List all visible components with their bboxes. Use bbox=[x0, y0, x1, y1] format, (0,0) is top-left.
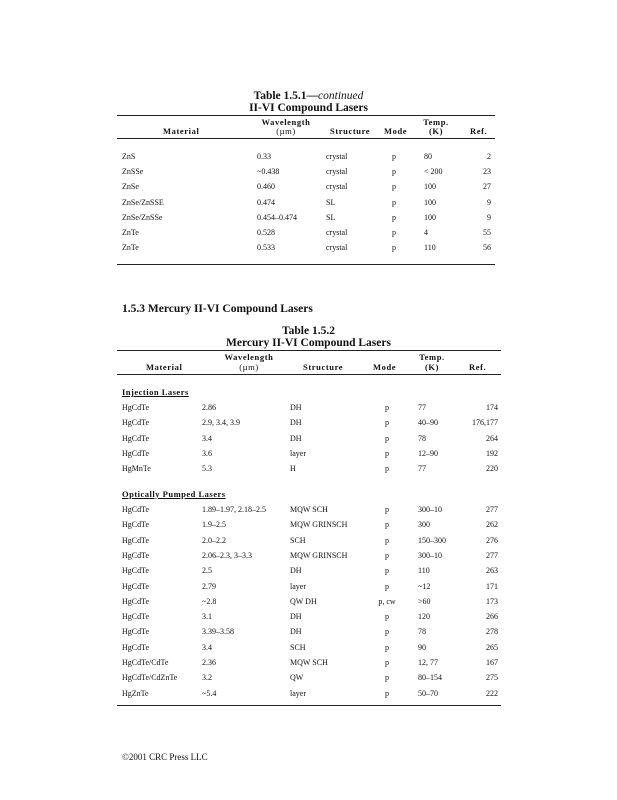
table2-cell-ref: 220 bbox=[486, 464, 498, 474]
table2-cell-structure: layer bbox=[290, 581, 306, 591]
table1-cell-structure: crystal bbox=[326, 152, 348, 161]
table2-cell-mode: p bbox=[385, 688, 389, 698]
table2-cell-mode: p bbox=[385, 658, 389, 667]
table2-cell-wavelength: 2.86 bbox=[202, 403, 216, 412]
table2-cell-material: HgCdTe bbox=[122, 433, 149, 443]
table1-cell-wavelength: 0.528 bbox=[257, 228, 275, 237]
table2-cell-temp: 300–10 bbox=[418, 550, 442, 560]
table1-cell-temp: 100 bbox=[424, 182, 436, 192]
table2-cell-wavelength: 3.4 bbox=[202, 642, 212, 652]
table2-cell-ref: 275 bbox=[486, 673, 498, 683]
table1-header-mode: Mode bbox=[384, 126, 408, 136]
table1-header-material: Material bbox=[163, 126, 200, 136]
table1-cell-structure: crystal bbox=[326, 167, 348, 177]
table2-cell-mode: p bbox=[385, 520, 389, 530]
table2-cell-temp: 50–70 bbox=[418, 688, 438, 698]
table1-header-wavelength: Wavelength bbox=[261, 117, 311, 127]
table2-header-ref: Ref. bbox=[469, 362, 487, 372]
table1-cell-mode: p bbox=[392, 243, 396, 253]
table2-cell-material: HgZnTe bbox=[122, 688, 149, 698]
table1-cell-material: ZnS bbox=[122, 152, 136, 161]
table1-bottom-rule bbox=[117, 264, 495, 265]
table2-cell-temp: 12, 77 bbox=[418, 658, 438, 667]
table2-cell-structure: DH bbox=[290, 566, 302, 576]
table2-cell-wavelength: 3.6 bbox=[202, 448, 212, 458]
table1-cell-structure: crystal bbox=[326, 182, 348, 192]
table1-cell-temp: < 200 bbox=[424, 167, 443, 177]
table2-header-wavelength: Wavelength bbox=[224, 352, 274, 362]
table2-cell-structure: H bbox=[290, 464, 296, 474]
table1-cell-structure: SL bbox=[326, 212, 336, 222]
table1-cell-wavelength: 0.33 bbox=[257, 152, 271, 161]
table2-cell-mode: p bbox=[385, 505, 389, 514]
table2-header-wavelength-unit: (µm) bbox=[239, 362, 259, 372]
table1-header-ref: Ref. bbox=[470, 126, 488, 136]
table2-cell-wavelength: 3.1 bbox=[202, 612, 212, 622]
table1-cell-ref: 27 bbox=[483, 182, 491, 192]
table2-cell-mode: p bbox=[385, 581, 389, 591]
table1-cell-temp: 100 bbox=[424, 212, 436, 222]
table1-cell-structure: crystal bbox=[326, 243, 348, 253]
table2-cell-ref: 171 bbox=[486, 581, 498, 591]
table2-cell-structure: MQW SCH bbox=[290, 505, 328, 514]
table2-cell-mode: p bbox=[385, 566, 389, 576]
table1-cell-temp: 4 bbox=[424, 228, 428, 237]
table2-header-mode: Mode bbox=[373, 362, 397, 372]
table2-header-rule bbox=[117, 374, 501, 375]
table2-cell-mode: p bbox=[385, 464, 389, 474]
table1-cell-material: ZnTe bbox=[122, 228, 139, 237]
table2-cell-ref: 266 bbox=[486, 612, 498, 622]
table1-cell-wavelength: 0.454–0.474 bbox=[257, 212, 297, 222]
table2-cell-structure: DH bbox=[290, 418, 302, 428]
table2-cell-ref: 277 bbox=[486, 505, 498, 514]
table2-cell-wavelength: 3.2 bbox=[202, 673, 212, 683]
table2-cell-wavelength: 3.39–3.58 bbox=[202, 627, 234, 637]
table2-cell-structure: MQW SCH bbox=[290, 658, 328, 667]
table2-cell-wavelength: 1.9–2.5 bbox=[202, 520, 226, 530]
table2-cell-temp: 90 bbox=[418, 642, 426, 652]
table2-cell-ref: 264 bbox=[486, 433, 498, 443]
table1-cell-material: ZnSe/ZnSSe bbox=[122, 212, 163, 222]
table1-header-rule bbox=[117, 138, 495, 139]
table2-cell-ref: 277 bbox=[486, 550, 498, 560]
table2-cell-material: HgCdTe bbox=[122, 642, 149, 652]
table1-subtitle: II-VI Compound Lasers bbox=[249, 102, 368, 114]
table1-cell-mode: p bbox=[392, 228, 396, 237]
table1-title: Table 1.5.1—continued bbox=[253, 90, 364, 102]
table2-cell-mode: p bbox=[385, 673, 389, 683]
table2-cell-temp: 78 bbox=[418, 627, 426, 637]
table2-cell-ref: 222 bbox=[486, 688, 498, 698]
table2-cell-structure: layer bbox=[290, 448, 306, 458]
table2-cell-material: HgCdTe bbox=[122, 550, 149, 560]
table2-cell-mode: p bbox=[385, 448, 389, 458]
table2-cell-temp: 300–10 bbox=[418, 505, 442, 514]
table2-top-rule bbox=[117, 350, 501, 351]
table1-cell-material: ZnSe bbox=[122, 182, 139, 192]
table1-cell-mode: p bbox=[392, 167, 396, 177]
table2-cell-temp: 300 bbox=[418, 520, 430, 530]
table2-cell-temp: 12–90 bbox=[418, 448, 438, 458]
table2-cell-material: HgCdTe bbox=[122, 581, 149, 591]
table2-cell-mode: p bbox=[385, 612, 389, 622]
table1-cell-wavelength: ~0.438 bbox=[257, 167, 280, 177]
table1-cell-ref: 55 bbox=[483, 228, 491, 237]
table2-header-temp-unit: (K) bbox=[424, 362, 440, 372]
table2-cell-ref: 278 bbox=[486, 627, 498, 637]
table2-cell-structure: QW DH bbox=[290, 596, 317, 606]
table2-cell-mode: p bbox=[385, 535, 389, 545]
table2-cell-temp: 40–90 bbox=[418, 418, 438, 428]
table2-cell-mode: p bbox=[385, 642, 389, 652]
table1-header-wavelength-unit: (µm) bbox=[276, 126, 296, 136]
table1-cell-ref: 9 bbox=[487, 212, 491, 222]
group-heading: Optically Pumped Lasers bbox=[122, 489, 226, 499]
table1-top-rule bbox=[117, 115, 495, 116]
table2-title: Table 1.5.2 bbox=[282, 325, 335, 337]
table2-cell-ref: 192 bbox=[486, 448, 498, 458]
table2-cell-structure: QW bbox=[290, 673, 304, 683]
table2-cell-temp: 150–300 bbox=[418, 535, 446, 545]
table1-cell-ref: 23 bbox=[483, 167, 491, 177]
table2-cell-material: HgCdTe/CdTe bbox=[122, 658, 169, 667]
table2-cell-material: HgCdTe bbox=[122, 627, 149, 637]
table2-cell-material: HgCdTe bbox=[122, 418, 149, 428]
table1-cell-temp: 80 bbox=[424, 152, 432, 161]
table2-cell-material: HgMnTe bbox=[122, 464, 151, 474]
table1-cell-structure: crystal bbox=[326, 228, 348, 237]
table2-cell-temp: 120 bbox=[418, 612, 430, 622]
table2-cell-material: HgCdTe bbox=[122, 535, 149, 545]
section-heading: 1.5.3 Mercury II-VI Compound Lasers bbox=[122, 303, 313, 315]
table2-bottom-rule bbox=[117, 705, 501, 706]
table2-cell-mode: p bbox=[385, 627, 389, 637]
table2-cell-ref: 174 bbox=[486, 403, 498, 412]
table2-cell-wavelength: 2.06–2.3, 3–3.3 bbox=[202, 550, 252, 560]
table2-cell-mode: p, cw bbox=[378, 596, 396, 606]
table2-cell-mode: p bbox=[385, 403, 389, 412]
table2-header-structure: Structure bbox=[303, 362, 344, 372]
table2-cell-wavelength: 2.9, 3.4, 3.9 bbox=[202, 418, 240, 428]
table1-cell-structure: SL bbox=[326, 197, 336, 207]
table1-cell-material: ZnTe bbox=[122, 243, 139, 253]
table2-cell-temp: 77 bbox=[418, 464, 426, 474]
table2-cell-wavelength: 2.0–2.2 bbox=[202, 535, 226, 545]
table1-cell-material: ZnSSe bbox=[122, 167, 144, 177]
table2-cell-wavelength: 2.79 bbox=[202, 581, 216, 591]
table2-cell-ref: 176,177 bbox=[472, 418, 498, 428]
table2-cell-material: HgCdTe bbox=[122, 612, 149, 622]
table2-cell-wavelength: 3.4 bbox=[202, 433, 212, 443]
table2-cell-structure: DH bbox=[290, 627, 302, 637]
table1-cell-ref: 9 bbox=[487, 197, 491, 207]
table2-cell-structure: DH bbox=[290, 403, 302, 412]
table2-cell-ref: 262 bbox=[486, 520, 498, 530]
table2-cell-temp: ~12 bbox=[418, 581, 431, 591]
table1-header-temp: Temp. bbox=[423, 117, 449, 127]
table2-cell-wavelength: 5.3 bbox=[202, 464, 212, 474]
table2-cell-structure: MQW GRINSCH bbox=[290, 550, 348, 560]
table2-subtitle: Mercury II-VI Compound Lasers bbox=[226, 337, 391, 349]
table1-cell-wavelength: 0.474 bbox=[257, 197, 275, 207]
table2-cell-ref: 263 bbox=[486, 566, 498, 576]
table2-cell-ref: 265 bbox=[486, 642, 498, 652]
table1-cell-ref: 2 bbox=[487, 152, 491, 161]
table2-header-material: Material bbox=[146, 362, 183, 372]
table2-cell-mode: p bbox=[385, 418, 389, 428]
table2-cell-mode: p bbox=[385, 433, 389, 443]
table1-cell-material: ZnSe/ZnSSE bbox=[122, 197, 164, 207]
table2-cell-wavelength: 2.36 bbox=[202, 658, 216, 667]
table2-cell-temp: 80–154 bbox=[418, 673, 442, 683]
table1-cell-wavelength: 0.460 bbox=[257, 182, 275, 192]
table1-cell-temp: 100 bbox=[424, 197, 436, 207]
table1-cell-temp: 110 bbox=[424, 243, 436, 253]
table2-cell-temp: 77 bbox=[418, 403, 426, 412]
table2-cell-structure: DH bbox=[290, 433, 302, 443]
table2-cell-structure: SCH bbox=[290, 535, 306, 545]
table2-cell-material: HgCdTe bbox=[122, 566, 149, 576]
copyright-footer: ©2001 CRC Press LLC bbox=[122, 752, 208, 762]
group-heading: Injection Lasers bbox=[122, 387, 189, 397]
table2-cell-structure: SCH bbox=[290, 642, 306, 652]
table2-cell-wavelength: ~2.8 bbox=[202, 596, 217, 606]
table2-cell-ref: 276 bbox=[486, 535, 498, 545]
table2-cell-material: HgCdTe bbox=[122, 505, 149, 514]
table2-cell-structure: DH bbox=[290, 612, 302, 622]
table2-cell-material: HgCdTe bbox=[122, 520, 149, 530]
table2-cell-material: HgCdTe/CdZnTe bbox=[122, 673, 178, 683]
table1-cell-mode: p bbox=[392, 197, 396, 207]
table1-cell-mode: p bbox=[392, 212, 396, 222]
table2-cell-temp: 78 bbox=[418, 433, 426, 443]
table1-header-temp-unit: (K) bbox=[428, 126, 444, 136]
table2-cell-ref: 173 bbox=[486, 596, 498, 606]
table2-cell-temp: 110 bbox=[418, 566, 430, 576]
table1-cell-mode: p bbox=[392, 182, 396, 192]
table2-cell-material: HgCdTe bbox=[122, 448, 149, 458]
table2-cell-material: HgCdTe bbox=[122, 403, 149, 412]
table2-cell-material: HgCdTe bbox=[122, 596, 149, 606]
table2-cell-structure: MQW GRINSCH bbox=[290, 520, 348, 530]
table2-cell-ref: 167 bbox=[486, 658, 498, 667]
table2-cell-mode: p bbox=[385, 550, 389, 560]
table2-cell-temp: >60 bbox=[418, 596, 431, 606]
table1-header-structure: Structure bbox=[330, 126, 371, 136]
table1-title-continued: continued bbox=[318, 90, 364, 102]
table1-cell-mode: p bbox=[392, 152, 396, 161]
table1-cell-wavelength: 0.533 bbox=[257, 243, 275, 253]
table2-cell-structure: layer bbox=[290, 688, 306, 698]
table2-cell-wavelength: ~5.4 bbox=[202, 688, 217, 698]
table2-cell-wavelength: 1.89–1.97, 2.18–2.5 bbox=[202, 505, 266, 514]
table2-header-temp: Temp. bbox=[419, 352, 445, 362]
table1-cell-ref: 56 bbox=[483, 243, 491, 253]
table2-cell-wavelength: 2.5 bbox=[202, 566, 212, 576]
